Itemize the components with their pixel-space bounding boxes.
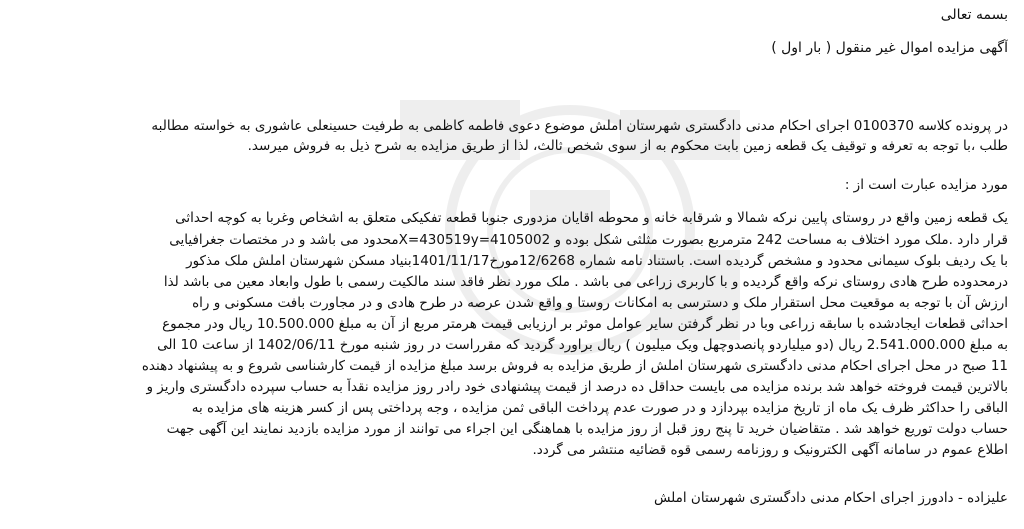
signature-line: علیزاده - دادورز اجرای احکام مدنی دادگستری شهرستان املش: [653, 490, 1008, 506]
bismillah-heading: بسمه تعالی: [940, 7, 1008, 23]
intro-line-2: طلب ،با توجه به تعرفه و توقیف یک قطعه زمین بابت محکوم به از سوی شخص ثالث، لذا از طریق مزایده به شرح ذیل به فروش میرسد.: [247, 138, 1008, 154]
body-line-10: الباقی را حداکثر ظرف یک ماه از تاریخ مزایده بپردازد و در صورت عدم پرداخت الباقی ثمن مزایده ، وجه پرداختی پس از کسر هزینه های مزایده به: [191, 400, 1008, 416]
body-line-2: قرار دارد .ملک مورد اختلاف به مساحت 242 مترمربع بصورت مثلثی شکل بوده و X=430519y=4105002محدود می باشد و در مختصات جغرافیایی: [169, 232, 1008, 248]
body-line-1: یک قطعه زمین واقع در روستای پایین نرکه شمالا و شرقابه خانه و محوطه اقایان مزدوری جنوبا قطعه تفکیکی متعلق به اشخاص وغربا به کوچه احداثی: [175, 210, 1008, 226]
body-line-3: با یک ردیف بلوک سیمانی محدود و مشخص گردیده است. باستناد نامه شماره 12/6268مورخ1401/11/17بنیاد مسکن شهرستان املش ملک مذکور: [186, 253, 1008, 269]
body-line-11: حساب دولت توریع خواهد شد . متقاضیان خرید تا پنج روز قبل از روز مزایده با هماهنگی این اجراء می توانند از مورد مزایده بازدید نمایند این آگهی جهت: [166, 421, 1008, 437]
intro-line-1: در پرونده کلاسه 0100370 اجرای احکام مدنی دادگستری شهرستان املش موضوع دعوی فاطمه کاظمی به طرفیت حسینعلی عاشوری به خواسته مطالبه: [151, 118, 1008, 134]
body-line-8: 11 صبح در محل اجرای احکام مدنی دادگستری شهرستان املش از طریق مزایده به فروش برسد مبلغ مزایده از قیمت کارشناسی شروع و به پیشنهاد دهنده: [141, 358, 1008, 374]
body-line-4: درمحدوده طرح هادی روستای نرکه واقع گردیده و با کاربری زراعی می باشد . ملک مورد نظر فاقد سند مالکیت رسمی با طول وابعاد معین می باشد لذا: [163, 274, 1008, 290]
body-line-7: به مبلغ 2.541.000.000 ریال (دو میلیاردو پانصدوچهل ویک میلیون ) ریال براورد گردید که مقرراست در روز شنبه مورخ 1402/06/11 از ساعت 10 الی: [157, 337, 1008, 353]
body-line-12: اطلاع عموم در سامانه آگهی الکترونیک و روزنامه رسمی قوه قضائیه منتشر می گردد.: [532, 442, 1008, 458]
notice-title: آگهی مزایده اموال غیر منقول ( بار اول ): [771, 40, 1008, 56]
body-line-9: بالاترین قیمت فروخته خواهد شد برنده مزایده می بایست حداقل ده درصد از قیمت پیشنهادی خود رادر روز مزایده نقداً به حساب سپرده دادگستری واریز و: [146, 379, 1008, 395]
body-line-5: ارزش آن با توجه به موقعیت محل استقرار ملک و دسترسی به امکانات روستا و واقع شدن عرصه در طرح هادی و در مجاورت بافت مسکونی و راه: [192, 295, 1008, 311]
body-line-6: احداثی قطعات ایجادشده با سابقه زراعی وبا در نظر گرفتن سایر عوامل موثر بر ارزیابی قیمت هرمتر مربع از آن به مبلغ 10.500.000 ریال ودر مجموع: [162, 316, 1008, 332]
subject-heading: مورد مزایده عبارت است از :: [844, 177, 1008, 193]
